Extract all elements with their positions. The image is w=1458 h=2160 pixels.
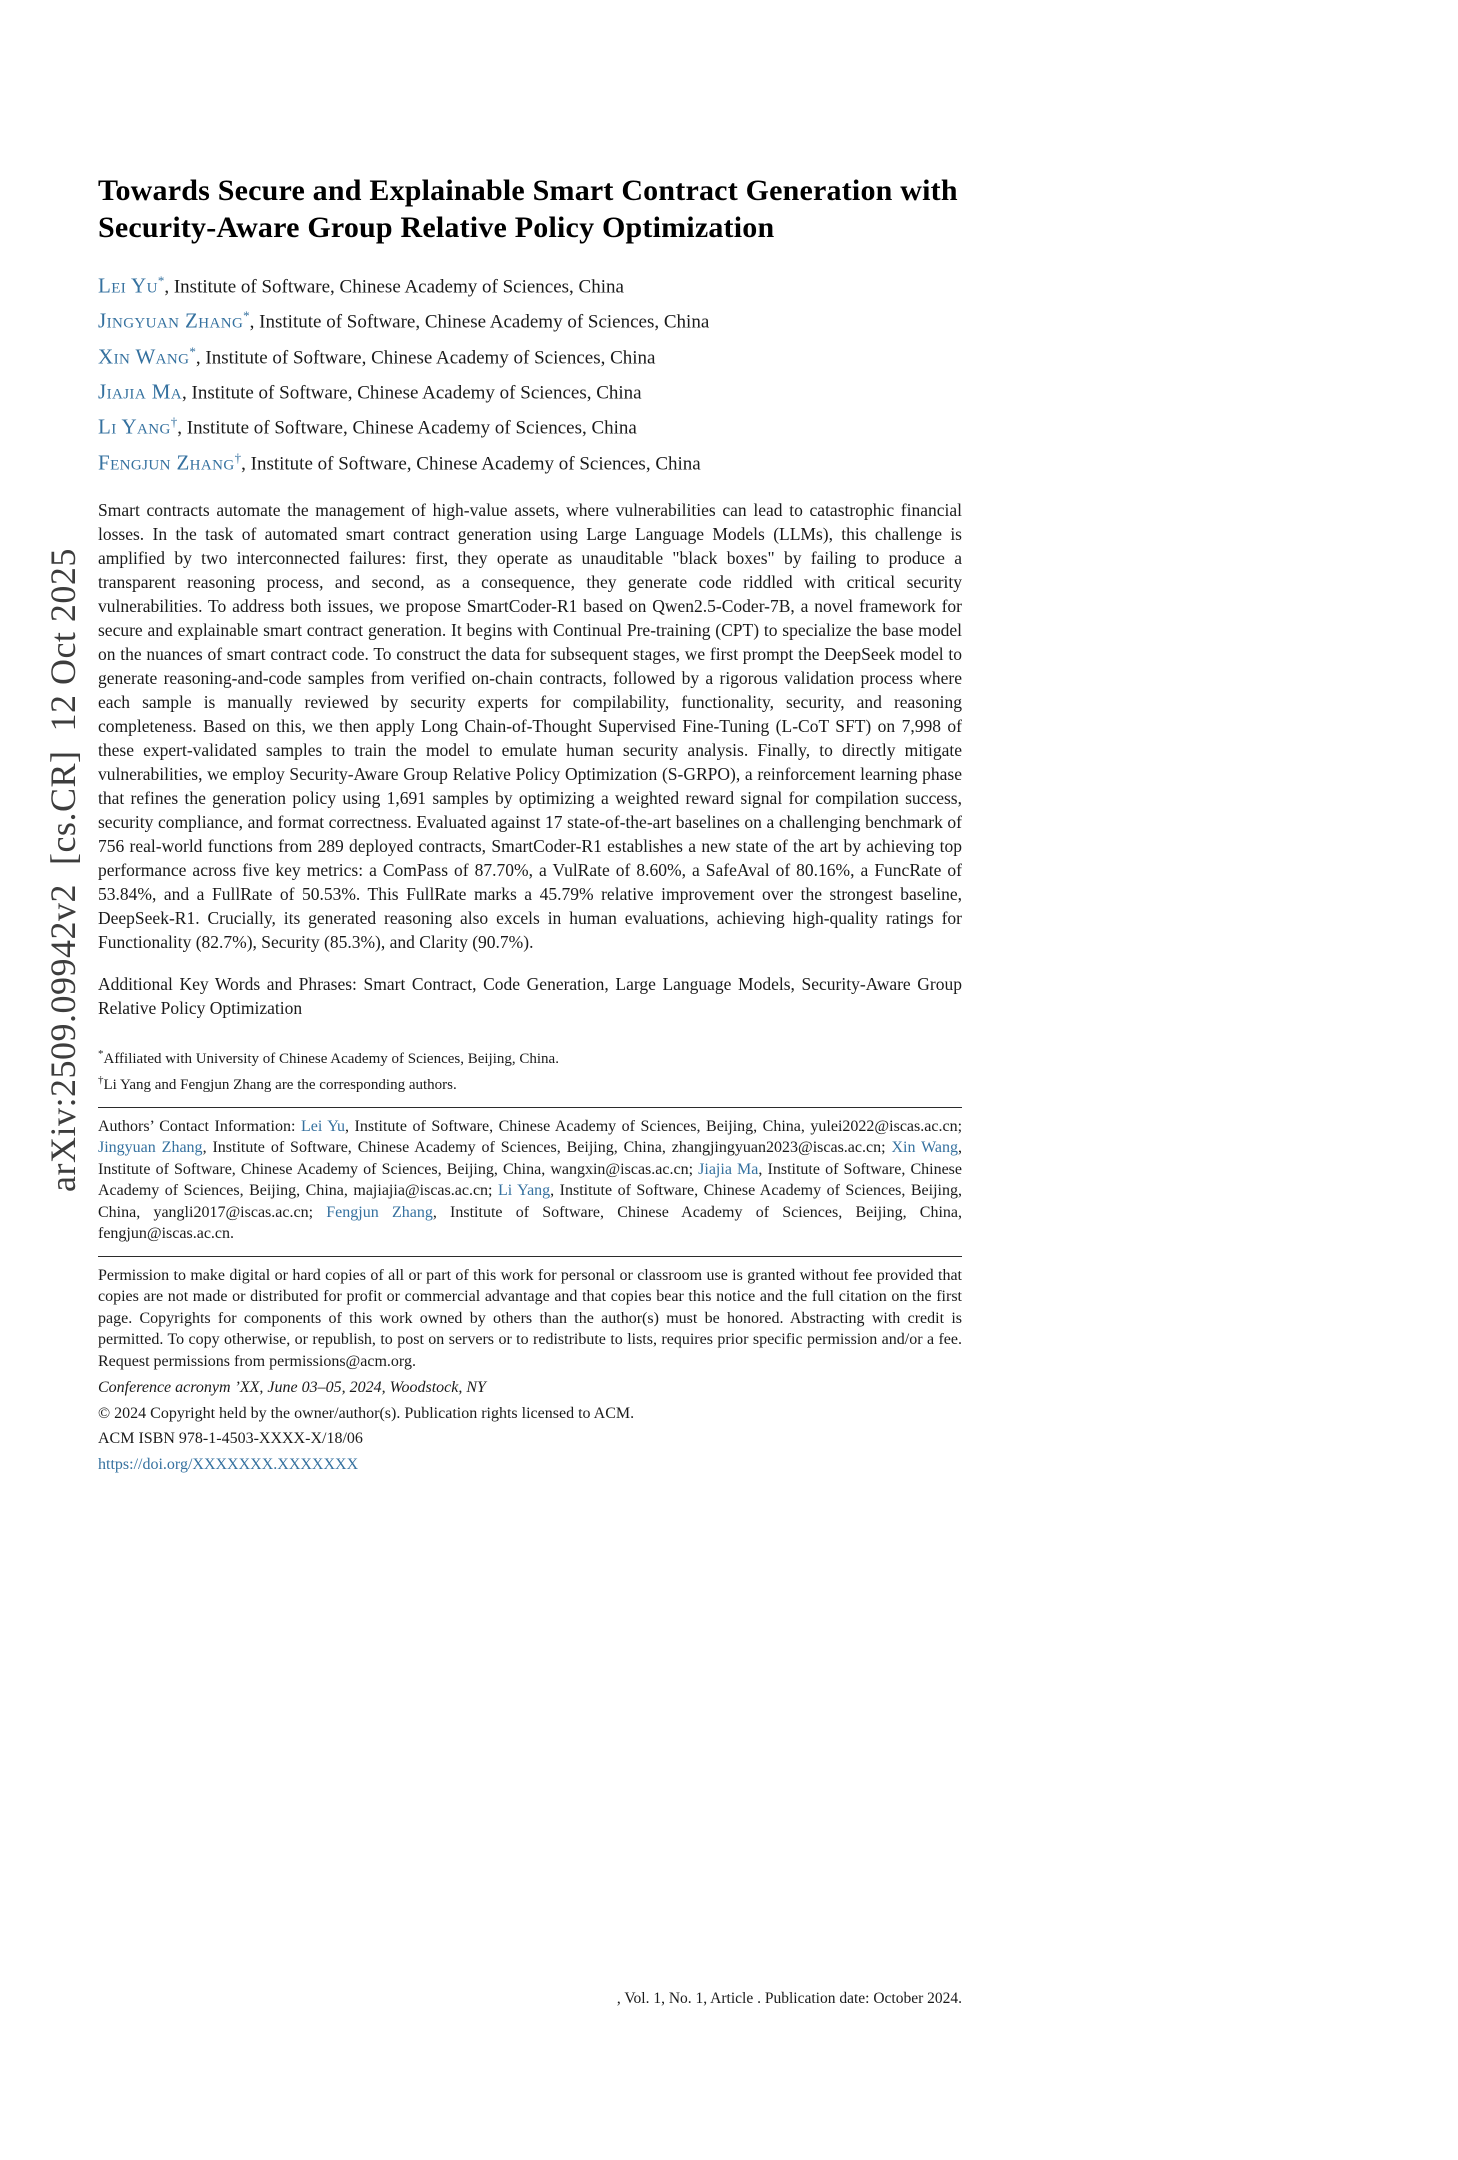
conference-line: Conference acronym ’XX, June 03–05, 2024, Woodstock, NY xyxy=(98,1379,486,1397)
imprint-block xyxy=(98,1265,962,1476)
footnote-text: Li Yang and Fengjun Zhang are the corresponding authors. xyxy=(103,1076,457,1093)
author-line xyxy=(98,372,962,407)
page-footer: , Vol. 1, No. 1, Article . Publication date: October 2024. xyxy=(616,1990,962,2007)
contact-paragraph xyxy=(98,1116,962,1245)
author-list xyxy=(98,266,962,478)
contact-author-name: Lei Yu xyxy=(300,1117,345,1135)
contact-text: Authors’ Contact Information: xyxy=(98,1117,301,1135)
author-line xyxy=(98,337,962,372)
author-line xyxy=(98,443,962,478)
footnote-mark: * xyxy=(98,1047,104,1060)
arxiv-watermark: arXiv:2509.09942v2 [cs.CR] 12 Oct 2025 xyxy=(43,548,83,1192)
contact-text: , Institute of Software, Chinese Academy of Sciences, Beijing, China, yangli2017@iscas.ac.cn; xyxy=(98,1182,962,1221)
contact-author-name: Fengjun Zhang xyxy=(326,1203,433,1221)
author-footnote-mark: * xyxy=(243,308,250,324)
author-name: Fengjun Zhang xyxy=(98,449,235,474)
footnote xyxy=(98,1044,962,1070)
author-affiliation: , Institute of Software, Chinese Academy of Sciences, China xyxy=(241,452,701,474)
permission-text: Permission to make digital or hard copies of all or part of this work for personal or classroom use is granted without fee provided that copies are not made or distributed for profit or commercial advantage and that copies bear this notice and the full citation on the first page. Copyrights for components of this work owned by others than the author(s) must be honored. Abstracting with credit is permitted. To copy otherwise, or republish, to post on servers or to redistribute to lists, requires prior specific permission and/or a fee. Request permissions from permissions@acm.org. xyxy=(98,1266,962,1370)
contact-text: , Institute of Software, Chinese Academy of Sciences, Beijing, China, majiajia@iscas.ac.cn; xyxy=(98,1160,962,1200)
contact-text: , Institute of Software, Chinese Academy of Sciences, Beijing, China, zhangjingyuan2023@iscas.ac.cn; xyxy=(202,1139,892,1157)
contact-author-name: Jiajia Ma xyxy=(698,1160,759,1178)
paper-title: Towards Secure and Explainable Smart Contract Generation with Security-Aware Group Relative Policy Optimization xyxy=(98,174,958,244)
paper-content xyxy=(98,172,962,1475)
divider-rule xyxy=(98,1256,962,1257)
author-name: Li Yang xyxy=(98,414,171,439)
divider-rule xyxy=(98,1107,962,1108)
author-footnote-mark: * xyxy=(189,343,196,359)
author-footnote-mark: * xyxy=(157,273,165,288)
author-line xyxy=(98,407,962,442)
author-affiliation: , Institute of Software, Chinese Academy of Sciences, China xyxy=(182,382,642,404)
footnotes-block xyxy=(98,1044,962,1096)
contact-author-name: Li Yang xyxy=(498,1182,551,1200)
author-name: Lei Yu xyxy=(98,273,158,298)
author-footnote-mark: † xyxy=(170,414,178,430)
keywords-line: Additional Key Words and Phrases: Smart Contract, Code Generation, Large Language Models, Security-Aware Group Relative Policy Optimization xyxy=(98,973,962,1018)
author-affiliation: , Institute of Software, Chinese Academy of Sciences, China xyxy=(195,346,656,368)
author-affiliation: , Institute of Software, Chinese Academy of Sciences, China xyxy=(164,276,624,298)
author-name: Jiajia Ma xyxy=(98,379,183,404)
footnote xyxy=(98,1070,962,1096)
abstract-text: Smart contracts automate the management of high-value assets, where vulnerabilities can lead to catastrophic financial losses. In the task of automated smart contract generation using Large Language Models (LLMs), this challenge is amplified by two interconnected failures: first, they operate as unauditable "black boxes" by failing to produce a transparent reasoning process, and second, as a consequence, they generate code riddled with critical security vulnerabilities. To address both issues, we propose SmartCoder-R1 based on Qwen2.5-Coder-7B, a novel framework for secure and explainable smart contract generation. It begins with Continual Pre-training (CPT) to specialize the base model on the nuances of smart contract code. To construct the data for subsequent stages, we first prompt the DeepSeek model to generate reasoning-and-code samples from verified on-chain contracts, followed by a rigorous validation process where each sample is manually reviewed by security experts for compilability, functionality, security, and reasoning completeness. Based on this, we then apply Long Chain-of-Thought Supervised Fine-Tuning (L-CoT SFT) on 7,998 of these expert-validated samples to train the model to emulate human security analysis. Finally, to directly mitigate vulnerabilities, we employ Security-Aware Group Relative Policy Optimization (S-GRPO), a reinforcement learning phase that refines the generation policy using 1,691 samples by optimizing a weighted reward signal for compilation success, security compliance, and format correctness. Evaluated against 17 state-of-the-art baselines on a challenging benchmark of 756 real-world functions from 289 deployed contracts, SmartCoder-R1 establishes a new state of the art by achieving top performance across five key metrics: a ComPass of 87.70%, a VulRate of 8.60%, a SafeAval of 80.16%, a FuncRate of 53.84%, and a FullRate of 50.53%. This FullRate marks a 45.79% relative improvement over the strongest baseline, DeepSeek-R1. Crucially, its generated reasoning also excels in human evaluations, achieving high-quality ratings for Functionality (82.7%), Security (85.3%), and Clarity (90.7%). xyxy=(98,499,962,952)
author-affiliation: , Institute of Software, Chinese Academy of Sciences, China xyxy=(177,417,637,439)
contact-author-name: Xin Wang xyxy=(891,1139,958,1157)
author-line xyxy=(98,266,962,301)
contact-text: , Institute of Software, Chinese Academy of Sciences, Beijing, China, fengjun@iscas.ac.cn. xyxy=(98,1203,963,1243)
author-name: Xin Wang xyxy=(98,343,190,368)
doi-link[interactable]: https://doi.org/XXXXXXX.XXXXXXX xyxy=(98,1455,359,1473)
author-line xyxy=(98,301,962,336)
contact-text: , Institute of Software, Chinese Academy of Sciences, Beijing, China, yulei2022@iscas.ac.cn; xyxy=(344,1117,963,1135)
footnote-mark: † xyxy=(98,1073,104,1086)
copyright-line: © 2024 Copyright held by the owner/author(s). Publication rights licensed to ACM. xyxy=(98,1404,635,1422)
contact-author-name: Jingyuan Zhang xyxy=(98,1139,203,1157)
author-name: Jingyuan Zhang xyxy=(98,308,244,333)
footnote-text: Affiliated with University of Chinese Academy of Sciences, Beijing, China. xyxy=(103,1050,559,1067)
isbn-line: ACM ISBN 978-1-4503-XXXX-X/18/06 xyxy=(98,1430,363,1448)
author-affiliation: , Institute of Software, Chinese Academy of Sciences, China xyxy=(249,311,710,333)
contact-text: , Institute of Software, Chinese Academy of Sciences, Beijing, China, wangxin@iscas.ac.cn; xyxy=(98,1139,962,1178)
author-footnote-mark: † xyxy=(234,449,242,465)
doi-line xyxy=(98,1454,962,1476)
